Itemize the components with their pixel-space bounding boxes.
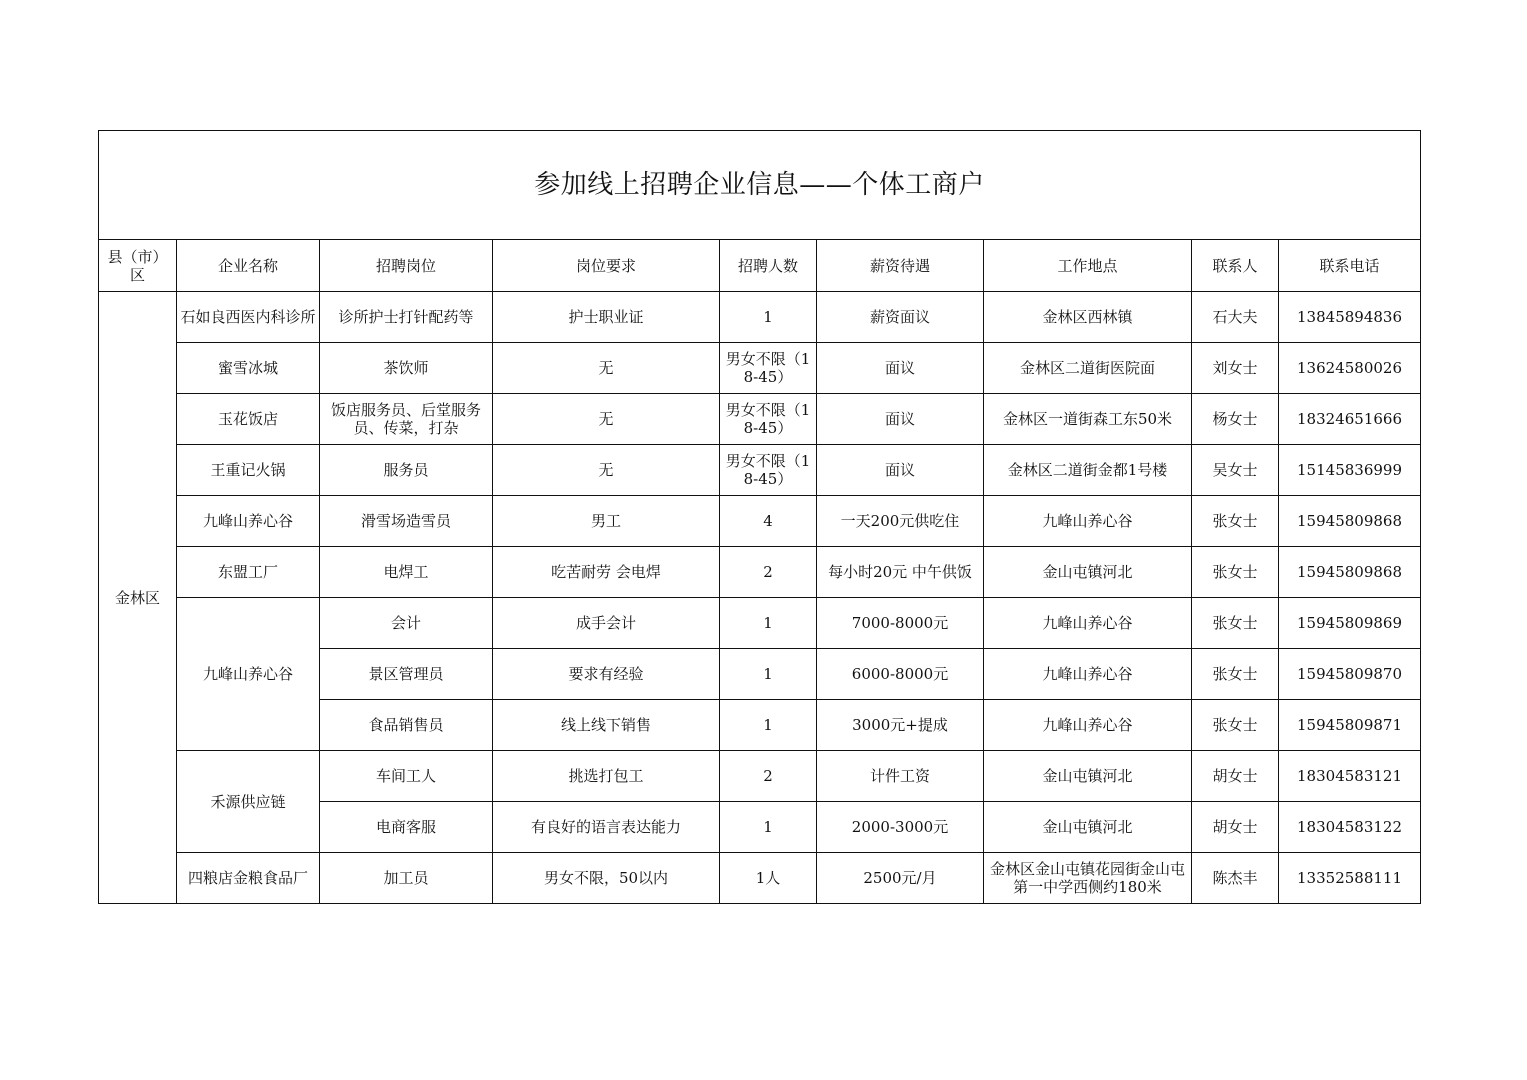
recruitment-table bbox=[98, 130, 1421, 904]
phone-cell: 18324651666 bbox=[1279, 394, 1421, 445]
count-cell: 2 bbox=[720, 751, 817, 802]
table-row bbox=[99, 343, 1421, 394]
count-cell: 2 bbox=[720, 547, 817, 598]
contact-cell: 胡女士 bbox=[1192, 802, 1279, 853]
phone-cell: 13624580026 bbox=[1279, 343, 1421, 394]
requirement-cell: 男女不限，50以内 bbox=[493, 853, 720, 904]
salary-cell: 2000-3000元 bbox=[817, 802, 984, 853]
salary-cell: 7000-8000元 bbox=[817, 598, 984, 649]
county-cell: 金林区 bbox=[99, 292, 177, 904]
contact-cell: 杨女士 bbox=[1192, 394, 1279, 445]
contact-cell: 张女士 bbox=[1192, 700, 1279, 751]
salary-cell: 2500元/月 bbox=[817, 853, 984, 904]
phone-cell: 15945809869 bbox=[1279, 598, 1421, 649]
contact-cell: 张女士 bbox=[1192, 496, 1279, 547]
position-cell: 电商客服 bbox=[320, 802, 493, 853]
table-row bbox=[99, 496, 1421, 547]
contact-cell: 胡女士 bbox=[1192, 751, 1279, 802]
salary-cell: 面议 bbox=[817, 445, 984, 496]
contact-cell: 刘女士 bbox=[1192, 343, 1279, 394]
location-cell: 金林区西林镇 bbox=[984, 292, 1192, 343]
location-cell: 金山屯镇河北 bbox=[984, 547, 1192, 598]
position-cell: 电焊工 bbox=[320, 547, 493, 598]
phone-cell: 15945809868 bbox=[1279, 547, 1421, 598]
location-cell: 九峰山养心谷 bbox=[984, 496, 1192, 547]
requirement-cell: 男工 bbox=[493, 496, 720, 547]
contact-cell: 张女士 bbox=[1192, 598, 1279, 649]
page-title: 参加线上招聘企业信息——个体工商户 bbox=[99, 131, 1421, 240]
company-cell: 禾源供应链 bbox=[177, 751, 320, 853]
company-cell: 四粮店金粮食品厂 bbox=[177, 853, 320, 904]
phone-cell: 15145836999 bbox=[1279, 445, 1421, 496]
company-cell: 东盟工厂 bbox=[177, 547, 320, 598]
salary-cell: 每小时20元 中午供饭 bbox=[817, 547, 984, 598]
company-cell: 玉花饭店 bbox=[177, 394, 320, 445]
salary-cell: 3000元+提成 bbox=[817, 700, 984, 751]
requirement-cell: 无 bbox=[493, 394, 720, 445]
count-cell: 男女不限（18-45） bbox=[720, 394, 817, 445]
count-cell: 1 bbox=[720, 649, 817, 700]
table-row bbox=[99, 598, 1421, 649]
position-cell: 滑雪场造雪员 bbox=[320, 496, 493, 547]
contact-cell: 张女士 bbox=[1192, 547, 1279, 598]
count-cell: 1 bbox=[720, 292, 817, 343]
company-cell: 王重记火锅 bbox=[177, 445, 320, 496]
position-cell: 饭店服务员、后堂服务员、传菜，打杂 bbox=[320, 394, 493, 445]
salary-cell: 面议 bbox=[817, 343, 984, 394]
salary-cell: 面议 bbox=[817, 394, 984, 445]
location-cell: 金林区二道街金都1号楼 bbox=[984, 445, 1192, 496]
phone-cell: 18304583121 bbox=[1279, 751, 1421, 802]
location-cell: 金林区金山屯镇花园街金山屯第一中学西侧约180米 bbox=[984, 853, 1192, 904]
contact-cell: 吴女士 bbox=[1192, 445, 1279, 496]
position-cell: 景区管理员 bbox=[320, 649, 493, 700]
header-row bbox=[99, 240, 1421, 292]
count-cell: 1 bbox=[720, 802, 817, 853]
count-cell: 男女不限（18-45） bbox=[720, 445, 817, 496]
requirement-cell: 线上线下销售 bbox=[493, 700, 720, 751]
table-row bbox=[99, 751, 1421, 802]
phone-cell: 15945809868 bbox=[1279, 496, 1421, 547]
col-header-phone: 联系电话 bbox=[1279, 240, 1421, 292]
phone-cell: 18304583122 bbox=[1279, 802, 1421, 853]
location-cell: 九峰山养心谷 bbox=[984, 700, 1192, 751]
col-header-requirement: 岗位要求 bbox=[493, 240, 720, 292]
position-cell: 服务员 bbox=[320, 445, 493, 496]
location-cell: 金林区二道街医院面 bbox=[984, 343, 1192, 394]
col-header-location: 工作地点 bbox=[984, 240, 1192, 292]
phone-cell: 13845894836 bbox=[1279, 292, 1421, 343]
col-header-company: 企业名称 bbox=[177, 240, 320, 292]
col-header-count: 招聘人数 bbox=[720, 240, 817, 292]
location-cell: 金山屯镇河北 bbox=[984, 802, 1192, 853]
position-cell: 加工员 bbox=[320, 853, 493, 904]
contact-cell: 张女士 bbox=[1192, 649, 1279, 700]
company-cell: 九峰山养心谷 bbox=[177, 598, 320, 751]
contact-cell: 石大夫 bbox=[1192, 292, 1279, 343]
count-cell: 男女不限（18-45） bbox=[720, 343, 817, 394]
count-cell: 1人 bbox=[720, 853, 817, 904]
position-cell: 会计 bbox=[320, 598, 493, 649]
contact-cell: 陈杰丰 bbox=[1192, 853, 1279, 904]
position-cell: 食品销售员 bbox=[320, 700, 493, 751]
table-row bbox=[99, 547, 1421, 598]
position-cell: 诊所护士打针配药等 bbox=[320, 292, 493, 343]
phone-cell: 15945809871 bbox=[1279, 700, 1421, 751]
phone-cell: 13352588111 bbox=[1279, 853, 1421, 904]
location-cell: 九峰山养心谷 bbox=[984, 598, 1192, 649]
requirement-cell: 挑选打包工 bbox=[493, 751, 720, 802]
col-header-contact: 联系人 bbox=[1192, 240, 1279, 292]
table-row bbox=[99, 445, 1421, 496]
location-cell: 九峰山养心谷 bbox=[984, 649, 1192, 700]
location-cell: 金林区一道街森工东50米 bbox=[984, 394, 1192, 445]
table-row bbox=[99, 853, 1421, 904]
requirement-cell: 吃苦耐劳 会电焊 bbox=[493, 547, 720, 598]
col-header-county: 县（市）区 bbox=[99, 240, 177, 292]
salary-cell: 计件工资 bbox=[817, 751, 984, 802]
company-cell: 石如良西医内科诊所 bbox=[177, 292, 320, 343]
requirement-cell: 无 bbox=[493, 343, 720, 394]
salary-cell: 6000-8000元 bbox=[817, 649, 984, 700]
location-cell: 金山屯镇河北 bbox=[984, 751, 1192, 802]
col-header-position: 招聘岗位 bbox=[320, 240, 493, 292]
company-cell: 蜜雪冰城 bbox=[177, 343, 320, 394]
col-header-salary: 薪资待遇 bbox=[817, 240, 984, 292]
salary-cell: 一天200元供吃住 bbox=[817, 496, 984, 547]
table-row bbox=[99, 394, 1421, 445]
salary-cell: 薪资面议 bbox=[817, 292, 984, 343]
company-cell: 九峰山养心谷 bbox=[177, 496, 320, 547]
count-cell: 1 bbox=[720, 700, 817, 751]
position-cell: 茶饮师 bbox=[320, 343, 493, 394]
table-row bbox=[99, 292, 1421, 343]
count-cell: 4 bbox=[720, 496, 817, 547]
phone-cell: 15945809870 bbox=[1279, 649, 1421, 700]
requirement-cell: 有良好的语言表达能力 bbox=[493, 802, 720, 853]
requirement-cell: 成手会计 bbox=[493, 598, 720, 649]
position-cell: 车间工人 bbox=[320, 751, 493, 802]
requirement-cell: 要求有经验 bbox=[493, 649, 720, 700]
requirement-cell: 无 bbox=[493, 445, 720, 496]
count-cell: 1 bbox=[720, 598, 817, 649]
requirement-cell: 护士职业证 bbox=[493, 292, 720, 343]
